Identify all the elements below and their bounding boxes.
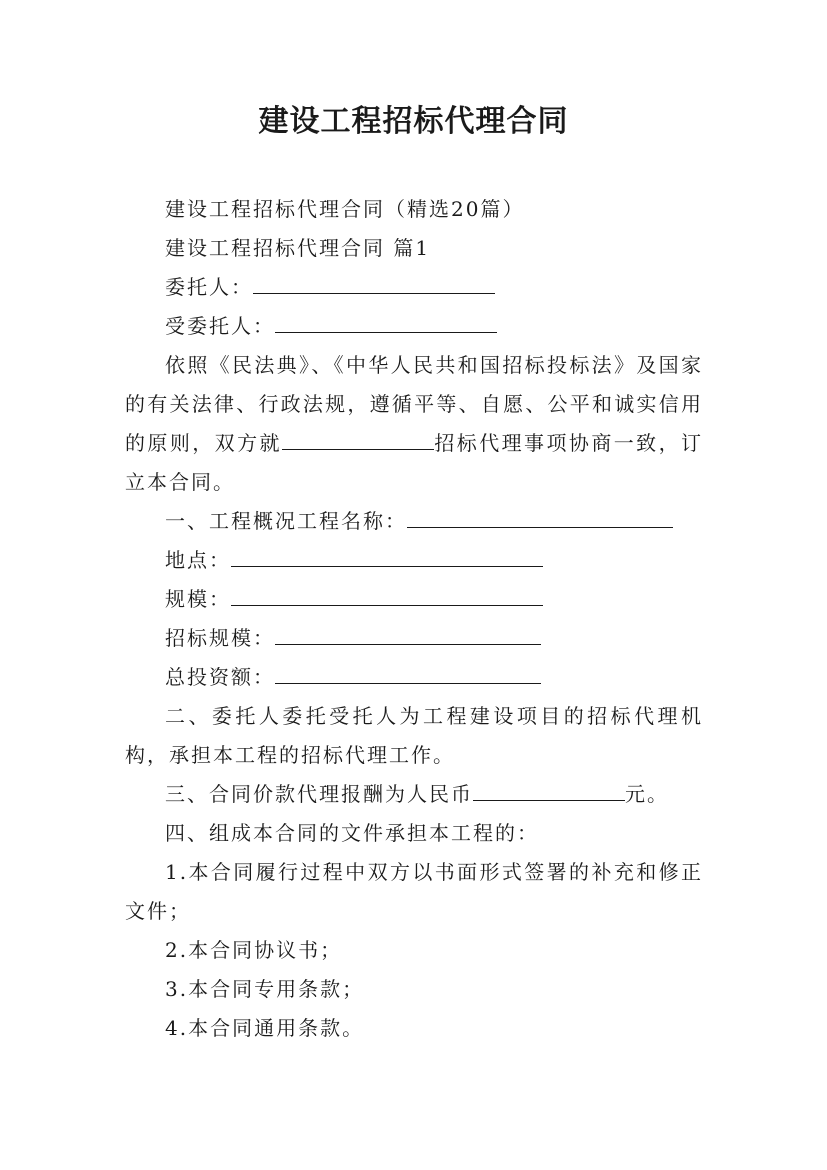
paragraph-text: 依照《民法典》、《中华人民共和国招标投标法》及国家的有关法律、行政法规，遵循平等、自愿、公平和诚实信用的原则，双方就 <box>125 353 703 455</box>
paragraph-article-heading <box>125 229 703 268</box>
fee-blank <box>473 778 625 801</box>
paragraph-collection-heading <box>125 190 703 229</box>
paragraph-total-investment <box>125 658 703 697</box>
paragraph-text: 委托人： <box>165 275 253 299</box>
paragraph-item-1 <box>125 853 703 931</box>
paragraph-tender-scale <box>125 619 703 658</box>
location-blank <box>231 544 543 567</box>
paragraph-scale <box>125 580 703 619</box>
paragraph-clause-2 <box>125 697 703 775</box>
paragraph-agent <box>125 307 703 346</box>
paragraph-item-4 <box>125 1009 703 1048</box>
principal-blank <box>253 271 495 294</box>
paragraph-item-2 <box>125 931 703 970</box>
document-body <box>125 190 703 1048</box>
paragraph-text-after: 招标代理事项协商一致，订立本合同。 <box>125 431 704 494</box>
tender-scale-blank <box>275 622 541 645</box>
paragraph-text: 一、工程概况工程名称： <box>165 509 407 533</box>
paragraph-text: 建设工程招标代理合同（精选20篇） <box>165 197 525 221</box>
paragraph-text: 3.本合同专用条款； <box>165 977 365 1001</box>
project-name-blank <box>407 505 673 528</box>
total-investment-blank <box>275 661 541 684</box>
paragraph-clause-4 <box>125 814 703 853</box>
document-title: 建设工程招标代理合同 <box>258 104 569 139</box>
paragraph-text: 4.本合同通用条款。 <box>165 1016 365 1040</box>
paragraph-text: 1.本合同履行过程中双方以书面形式签署的补充和修正文件； <box>125 860 703 923</box>
scale-blank <box>231 583 543 606</box>
matter-blank <box>282 427 434 450</box>
paragraph-text: 总投资额： <box>165 665 275 689</box>
paragraph-text: 地点： <box>165 548 231 572</box>
paragraph-text: 三、合同价款代理报酬为人民币 <box>165 782 473 806</box>
paragraph-text: 招标规模： <box>165 626 275 650</box>
paragraph-item-3 <box>125 970 703 1009</box>
paragraph-text: 四、组成本合同的文件承担本工程的： <box>165 821 539 845</box>
paragraph-location <box>125 541 703 580</box>
paragraph-clause-3 <box>125 775 703 814</box>
paragraph-text: 建设工程招标代理合同 篇1 <box>165 236 431 260</box>
agent-blank <box>275 310 497 333</box>
paragraph-text-after: 元。 <box>625 782 669 806</box>
paragraph-text: 规模： <box>165 587 231 611</box>
paragraph-project-name <box>125 502 703 541</box>
paragraph-basis <box>125 346 703 502</box>
paragraph-text: 二、委托人委托受托人为工程建设项目的招标代理机构，承担本工程的招标代理工作。 <box>125 704 703 767</box>
paragraph-principal <box>125 268 703 307</box>
paragraph-text: 2.本合同协议书； <box>165 938 343 962</box>
paragraph-text: 受委托人： <box>165 314 275 338</box>
